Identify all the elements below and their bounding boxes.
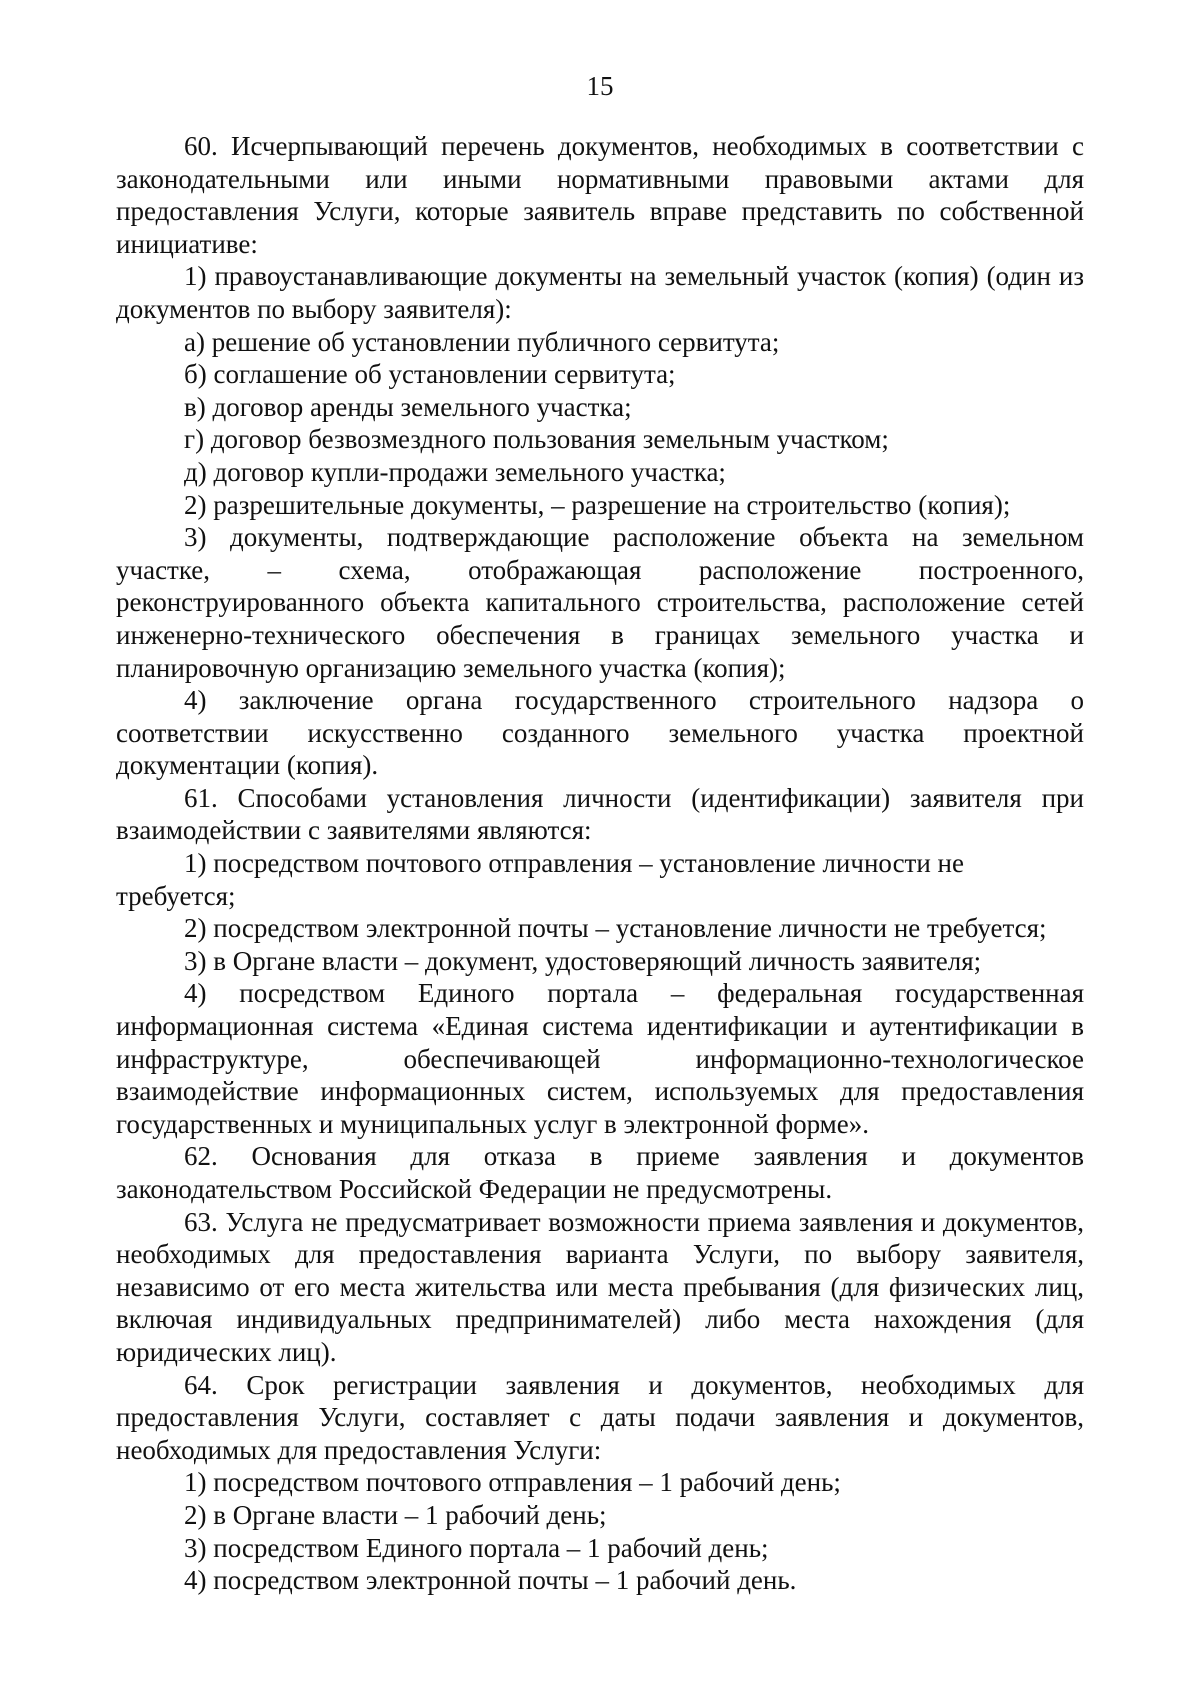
list-item-64-1: 1) посредством почтового отправления – 1 рабочий день; xyxy=(184,1467,841,1498)
paragraph-60: 60. Исчерпывающий перечень документов, необходимых в соответствии с законодательными или иными нормативными правовыми актами для предоставления Услуги, которые заявитель вправе представить по собственной инициативе: xyxy=(116,131,1084,259)
list-item-61-1: 1) посредством почтового отправления – установление личности не требуется; xyxy=(116,848,964,911)
list-item-60-4: 4) заключение органа государственного строительного надзора о соответствии искусственно созданного земельного участка проектной документации (копия). xyxy=(116,685,1084,781)
paragraph-62: 62. Основания для отказа в приеме заявления и документов законодательством Российской Федерации не предусмотрены. xyxy=(116,1141,1084,1204)
list-item-64-3: 3) посредством Единого портала – 1 рабочий день; xyxy=(184,1532,769,1563)
paragraph-61: 61. Способами установления личности (идентификации) заявителя при взаимодействии с заявителями являются: xyxy=(116,782,1084,846)
list-item-64-4: 4) посредством электронной почты – 1 рабочий день. xyxy=(184,1565,797,1596)
list-item-60-2: 2) разрешительные документы, – разрешение на строительство (копия); xyxy=(184,489,1011,520)
list-item-60-1: 1) правоустанавливающие документы на земельный участок (копия) (один из документов по выбору заявителя): xyxy=(116,261,1084,324)
list-item-60-1-v: в) договор аренды земельного участка; xyxy=(184,391,632,422)
list-item-61-2: 2) посредством электронной почты – установление личности не требуется; xyxy=(184,913,1047,944)
list-item-60-1-a: а) решение об установлении публичного сервитута; xyxy=(184,326,780,357)
page-number: 15 xyxy=(586,71,614,101)
list-item-61-3: 3) в Органе власти – документ, удостоверяющий личность заявителя; xyxy=(184,945,982,976)
list-item-61-4: 4) посредством Единого портала – федеральная государственная информационная система «Единая система идентификации и аутентификации в инфраструктуре, обеспечивающей информационно-технологическое взаимодействие информационных систем, используемых для предоставления государственных и муниципальных услуг в электронной форме». xyxy=(116,978,1084,1139)
list-item-60-1-d: д) договор купли-продажи земельного участка; xyxy=(184,456,726,487)
list-item-60-1-b: б) соглашение об установлении сервитута; xyxy=(184,359,676,390)
paragraph-63: 63. Услуга не предусматривает возможности приема заявления и документов, необходимых для предоставления варианта Услуги, по выбору заявителя, независимо от его места жительства или места пребывания (для физических лиц, включая индивидуальных предпринимателей) либо места нахождения (для юридических лиц). xyxy=(116,1206,1084,1367)
list-item-60-1-g: г) договор безвозмездного пользования земельным участком; xyxy=(184,424,889,455)
list-item-64-2: 2) в Органе власти – 1 рабочий день; xyxy=(184,1499,607,1530)
paragraph-64: 64. Срок регистрации заявления и документов, необходимых для предоставления Услуги, составляет с даты подачи заявления и документов, необходимых для предоставления Услуги: xyxy=(116,1369,1084,1465)
document-body xyxy=(116,130,1084,1597)
list-item-60-3: 3) документы, подтверждающие расположение объекта на земельном участке, – схема, отображающая расположение построенного, реконструированного объекта капитального строительства, расположение сетей инженерно-технического обеспечения в границах земельного участка и планировочную организацию земельного участка (копия); xyxy=(116,522,1084,683)
